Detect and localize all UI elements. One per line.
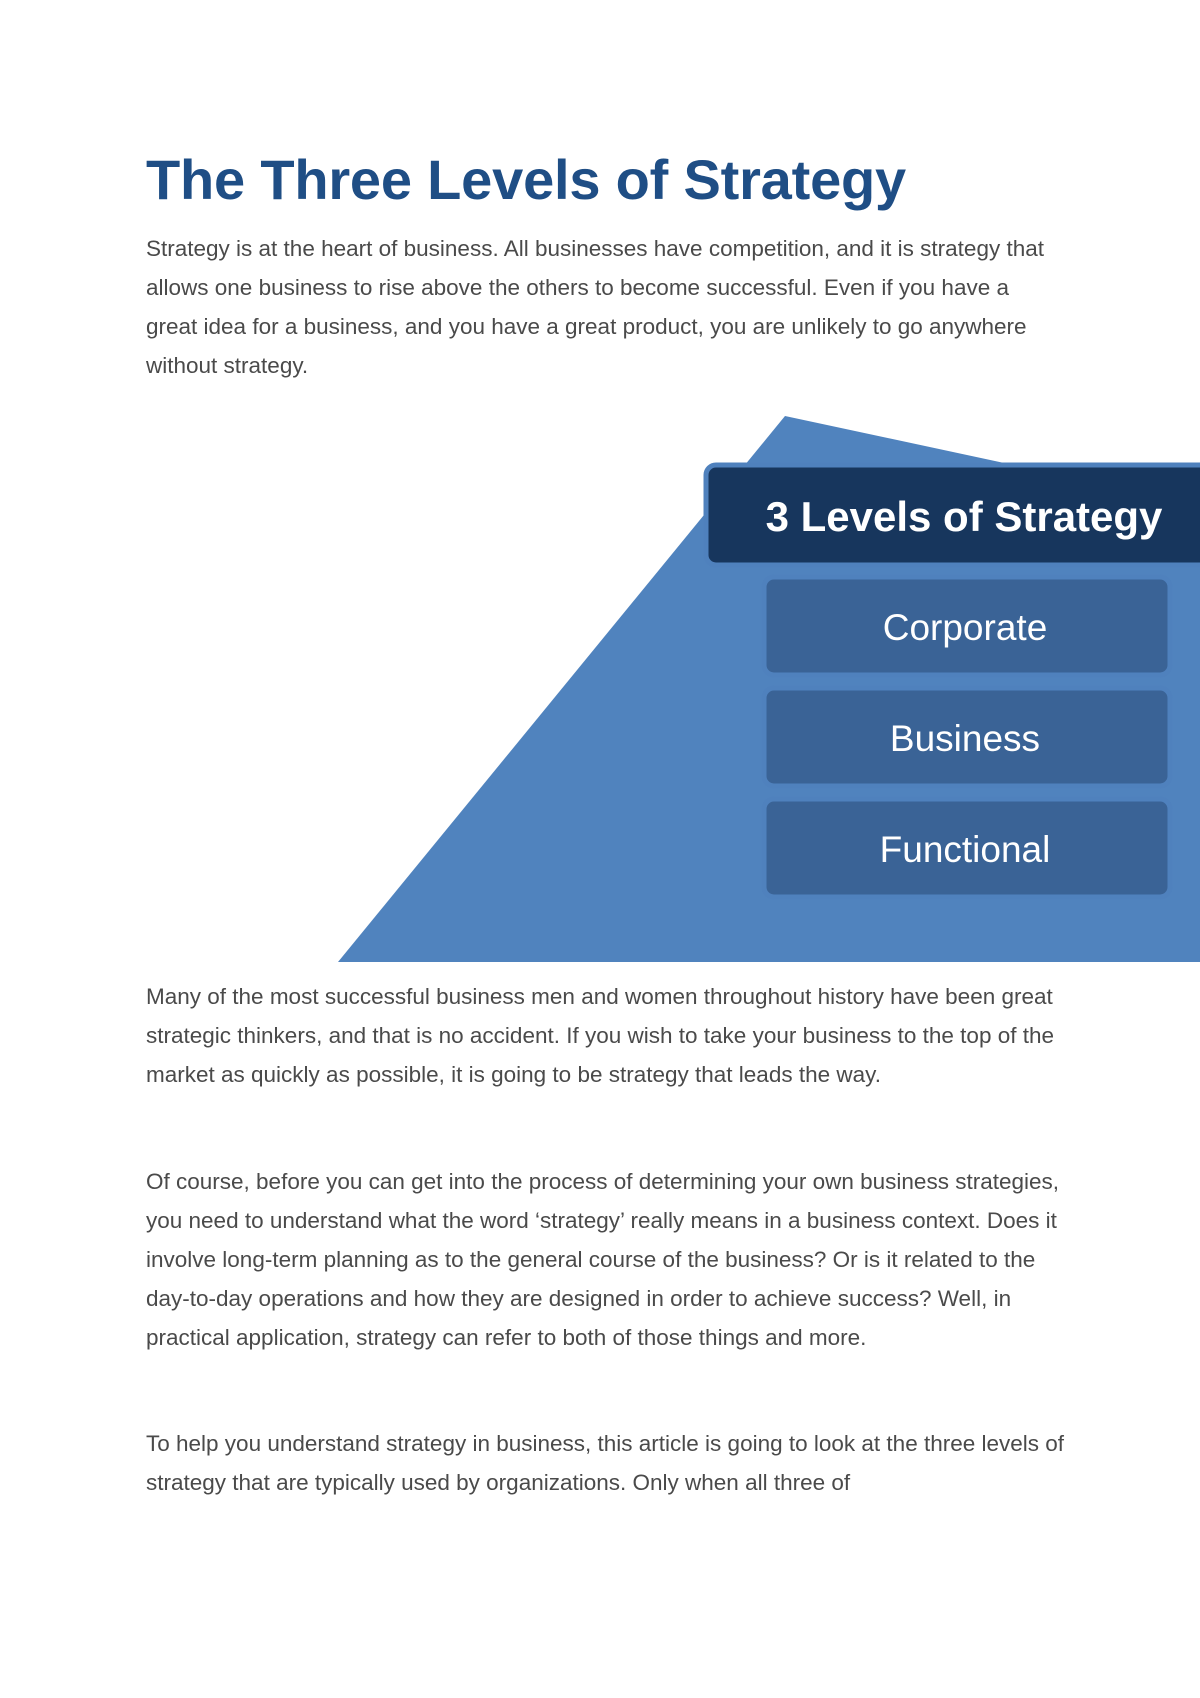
document-title: The Three Levels of Strategy [146, 148, 906, 211]
paragraph-intro: Strategy is at the heart of business. All businesses have competition, and it is strategy that allows one business to rise above the others to become successful. Even if you have a great idea for a business, and you have a great product, you are unlikely to go anywhere without strategy. [146, 236, 1044, 378]
strategy-levels-diagram [0, 405, 1200, 965]
level-label-business: Business [889, 718, 1041, 759]
diagram-header-label: 3 Levels of Strategy [765, 493, 1163, 540]
level-label-functional: Functional [879, 829, 1051, 870]
paragraph-strategic-thinkers: Many of the most successful business men and women throughout history have been great strategic thinkers, and that is no accident. If you wish to take your business to the top of the market as quickly as possible, it is going to be strategy that leads the way. [146, 984, 1055, 1087]
level-label-corporate: Corporate [882, 607, 1048, 648]
paragraph-strategy-meaning: Of course, before you can get into the process of determining your own business strategies, you need to understand what the word ‘strategy’ really means in a business context. Does it involve long-term planning as to the general course of the business? Or is it related to the day-to-day operations and how they are designed in order to achieve success? Well, in practical application, strategy can refer to both of those things and more. [146, 1169, 1059, 1350]
strategy-pyramid-graphic [0, 405, 1200, 965]
paragraph-three-levels: To help you understand strategy in business, this article is going to look at the three levels of strategy that are typically used by organizations. Only when all three of [146, 1431, 1065, 1495]
